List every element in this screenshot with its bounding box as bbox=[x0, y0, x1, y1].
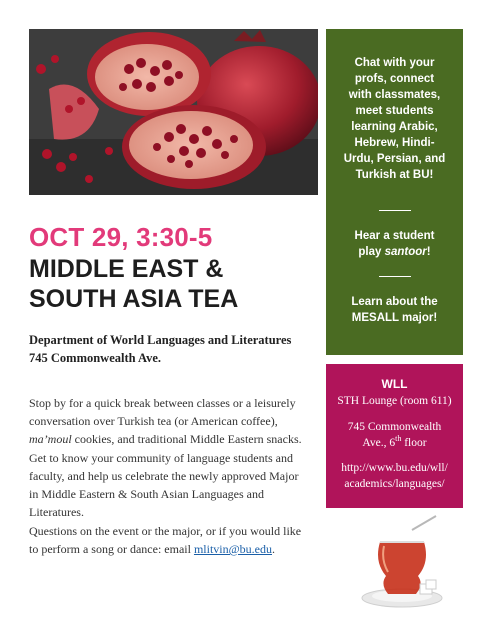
address-text: floor bbox=[401, 437, 427, 449]
paragraph-line: Stop by for a quick break between classes or a leisurely bbox=[29, 396, 296, 410]
location-room: STH Lounge (room 611) bbox=[337, 395, 452, 407]
event-title-line-2: SOUTH ASIA TEA bbox=[29, 285, 239, 313]
location-url[interactable] bbox=[326, 460, 463, 492]
paragraph-line bbox=[29, 540, 319, 558]
location-heading: WLL bbox=[381, 377, 408, 391]
ordinal-suffix: th bbox=[395, 434, 402, 444]
divider bbox=[379, 276, 411, 277]
highlight-line: with classmates, bbox=[348, 89, 441, 101]
turkish-tea-glass bbox=[356, 514, 448, 611]
contact-email-link[interactable]: mlitvin@bu.edu bbox=[193, 542, 272, 556]
highlight-line: meet students bbox=[355, 105, 434, 117]
highlight-line: Urdu, Persian, and bbox=[343, 153, 446, 165]
paragraph-text: . bbox=[272, 542, 275, 556]
description-paragraph-1 bbox=[29, 394, 319, 448]
event-date-time: OCT 29, 3:30-5 bbox=[29, 222, 213, 252]
description-paragraph-2 bbox=[29, 449, 319, 521]
paragraph-line: in Middle Eastern & South Asian Languages and bbox=[29, 487, 264, 501]
paragraph-line bbox=[29, 430, 319, 448]
highlight-text: play bbox=[358, 246, 385, 258]
santoor-word: santoor bbox=[384, 246, 427, 258]
highlights-box bbox=[326, 29, 463, 355]
maamoul-word: ma’moul bbox=[29, 432, 72, 446]
url-line[interactable]: http://www.bu.edu/wll/ bbox=[341, 462, 448, 474]
paragraph-text: to perform a song or dance: email bbox=[29, 542, 194, 556]
highlight-line: Turkish at BU! bbox=[355, 169, 434, 181]
event-title bbox=[29, 254, 324, 314]
department-name: Department of World Languages and Literatures bbox=[29, 333, 292, 347]
address-line bbox=[326, 435, 463, 451]
pomegranate-photo bbox=[29, 29, 318, 195]
highlight-line: Learn about the bbox=[351, 296, 438, 308]
url-line[interactable]: academics/languages/ bbox=[344, 478, 445, 490]
event-title-line-1: MIDDLE EAST & bbox=[29, 255, 224, 283]
paragraph-line: Get to know your community of language students and bbox=[29, 451, 293, 465]
highlight-line: Hear a student bbox=[354, 230, 435, 242]
highlight-line: learning Arabic, bbox=[351, 121, 438, 133]
highlight-line: profs, connect bbox=[354, 73, 435, 85]
paragraph-line: faculty, and help us celebrate the newly approved Major bbox=[29, 469, 299, 483]
highlight-line: Hebrew, Hindi- bbox=[354, 137, 435, 149]
highlight-chat bbox=[326, 55, 463, 183]
host-department bbox=[29, 331, 324, 367]
address-line: 745 Commonwealth bbox=[347, 421, 442, 433]
department-address: 745 Commonwealth Ave. bbox=[29, 351, 162, 365]
description-paragraph-3 bbox=[29, 522, 319, 558]
address-text: Ave., 6 bbox=[362, 437, 396, 449]
paragraph-line: conversation over Turkish tea (or American coffee), bbox=[29, 414, 278, 428]
highlight-text: ! bbox=[426, 246, 431, 258]
paragraph-line: Questions on the event or the major, or if you would like bbox=[29, 524, 302, 538]
highlight-santoor bbox=[326, 228, 463, 260]
paragraph-text: cookies, and traditional Middle Eastern snacks. bbox=[71, 432, 302, 446]
divider bbox=[379, 210, 411, 211]
highlight-major bbox=[326, 294, 463, 326]
highlight-line bbox=[326, 244, 463, 260]
location-box bbox=[326, 364, 463, 508]
location-address bbox=[326, 419, 463, 451]
paragraph-line: Literatures. bbox=[29, 505, 84, 519]
highlight-line: MESALL major! bbox=[351, 312, 438, 324]
highlight-line: Chat with your bbox=[354, 57, 435, 69]
